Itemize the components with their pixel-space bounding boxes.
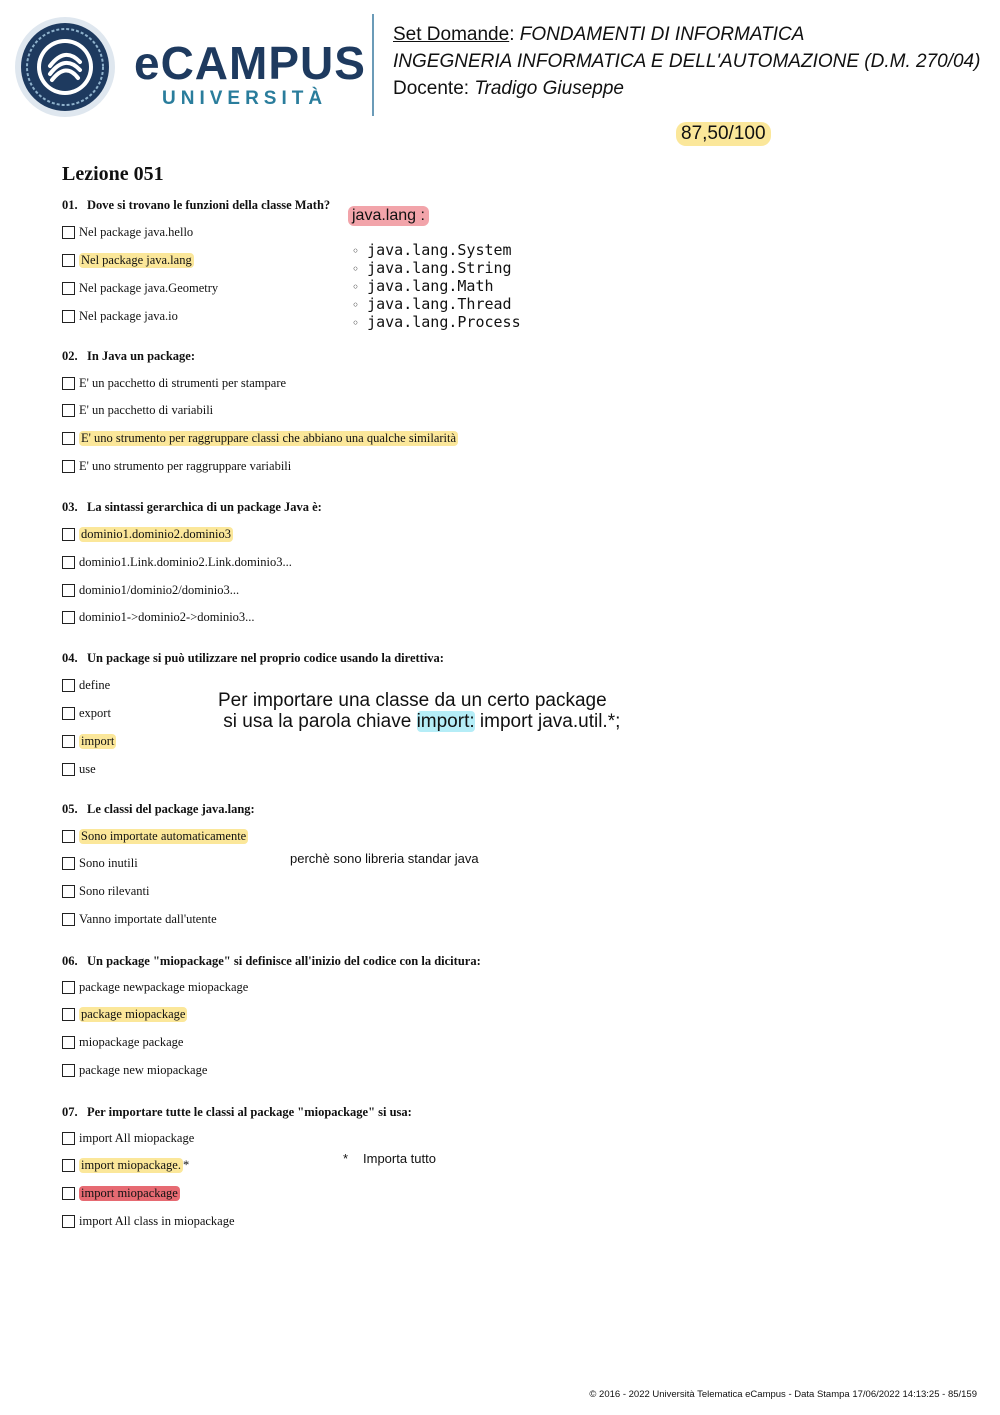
checkbox[interactable] (62, 707, 75, 720)
answer-option[interactable]: Nel package java.hello (62, 224, 193, 240)
university-seal-logo (14, 16, 116, 118)
highlighted-answer: Sono importate automaticamente (81, 828, 247, 843)
java-lang-class-list (352, 242, 521, 332)
code-list-item: ◦ java.lang.Thread (352, 296, 521, 314)
checkbox[interactable] (62, 584, 75, 597)
answer-option[interactable]: miopackage package (62, 1034, 183, 1050)
answer-option[interactable]: package new miopackage (62, 1062, 207, 1078)
code-list-item: ◦ java.lang.System (352, 242, 521, 260)
answer-option[interactable] (62, 1157, 189, 1173)
import-keyword-highlight: import: (416, 711, 475, 732)
checkbox[interactable] (62, 1187, 75, 1200)
answer-option[interactable] (62, 828, 248, 844)
page-footer: © 2016 - 2022 Università Telematica eCampus - Data Stampa 17/06/2022 14:13:25 - 85/159 (589, 1389, 977, 1400)
checkbox[interactable] (62, 611, 75, 624)
answer-option[interactable]: Vanno importate dall'utente (62, 911, 217, 927)
answer-option[interactable] (62, 1006, 187, 1022)
score-badge: 87,50/100 (676, 122, 771, 146)
checkbox[interactable] (62, 377, 75, 390)
checkbox[interactable] (62, 556, 75, 569)
answer-option[interactable]: use (62, 761, 96, 777)
note-import-all: Importa tutto (363, 1151, 436, 1166)
answer-option[interactable]: dominio1->dominio2->dominio3... (62, 609, 255, 625)
code-list-item: ◦ java.lang.String (352, 260, 521, 278)
checkbox[interactable] (62, 310, 75, 323)
checkbox[interactable] (62, 432, 75, 445)
header-divider (372, 14, 374, 116)
code-list-item: ◦ java.lang.Math (352, 278, 521, 296)
checkbox[interactable] (62, 460, 75, 473)
checkbox[interactable] (62, 226, 75, 239)
checkbox[interactable] (62, 1215, 75, 1228)
option-suffix: * (182, 1157, 190, 1172)
question-title: 01. Dove si trovano le funzioni della classe Math? (62, 198, 331, 212)
checkbox[interactable] (62, 981, 75, 994)
highlighted-answer: Nel package java.lang (81, 252, 192, 267)
answer-option[interactable] (62, 733, 116, 749)
checkbox[interactable] (62, 1036, 75, 1049)
set-label: Set Domande (393, 24, 510, 45)
question-title: 04. Un package si può utilizzare nel proprio codice usando la direttiva: (62, 651, 444, 665)
answer-option[interactable]: define (62, 677, 110, 693)
header-course-line: Set Domande: FONDAMENTI DI INFORMATICA (393, 24, 805, 45)
checkbox[interactable] (62, 1064, 75, 1077)
note-import (218, 690, 620, 732)
answer-option[interactable]: import All miopackage (62, 1130, 194, 1146)
brand-subtitle: UNIVERSITÀ (162, 88, 328, 109)
wrong-answer-highlight: import miopackage (81, 1185, 178, 1200)
question-title: 02. In Java un package: (62, 349, 196, 363)
answer-option[interactable]: E' un pacchetto di variabili (62, 402, 213, 418)
note-star-symbol: * (343, 1151, 349, 1166)
answer-option[interactable]: Nel package java.io (62, 308, 178, 324)
checkbox[interactable] (62, 735, 75, 748)
checkbox[interactable] (62, 1132, 75, 1145)
checkbox[interactable] (62, 857, 75, 870)
checkbox[interactable] (62, 254, 75, 267)
checkbox[interactable] (62, 830, 75, 843)
answer-option[interactable]: dominio1/dominio2/dominio3... (62, 582, 239, 598)
highlighted-answer: import miopackage. (81, 1157, 181, 1172)
question-title: 05. Le classi del package java.lang: (62, 802, 255, 816)
degree-name: INGEGNERIA INFORMATICA E DELL'AUTOMAZIONE (D.M. 270/04) (393, 51, 981, 72)
note-standard-library: perchè sono libreria standar java (290, 851, 479, 866)
answer-option[interactable]: package newpackage miopackage (62, 979, 248, 995)
answer-option[interactable]: E' uno strumento per raggruppare variabili (62, 458, 291, 474)
answer-option[interactable] (62, 430, 458, 446)
checkbox[interactable] (62, 528, 75, 541)
answer-option[interactable]: export (62, 705, 111, 721)
checkbox[interactable] (62, 404, 75, 417)
brand-name: eCAMPUS (134, 37, 366, 89)
highlighted-answer: package miopackage (81, 1006, 186, 1021)
answer-option[interactable] (62, 252, 194, 268)
header-degree-line (393, 51, 980, 73)
answer-option[interactable]: dominio1.Link.dominio2.Link.dominio3... (62, 554, 292, 570)
checkbox[interactable] (62, 679, 75, 692)
question-title: 07. Per importare tutte le classi al package "miopackage" si usa: (62, 1105, 412, 1119)
teacher-label: Docente (393, 78, 464, 99)
header-teacher-line: Docente: Tradigo Giuseppe (393, 78, 624, 99)
answer-option[interactable] (62, 1185, 180, 1201)
note-import-line1: Per importare una classe da un certo package (218, 690, 607, 711)
answer-option[interactable]: Sono rilevanti (62, 883, 149, 899)
answer-option[interactable]: Nel package java.Geometry (62, 280, 218, 296)
checkbox[interactable] (62, 1159, 75, 1172)
note-import-line2: si usa la parola chiave import: import java.util.*; (223, 711, 621, 732)
highlighted-answer: E' uno strumento per raggruppare classi che abbiano una qualche similarità (81, 430, 457, 445)
question-title: 03. La sintassi gerarchica di un package Java è: (62, 500, 322, 514)
highlighted-answer: dominio1.dominio2.dominio3 (81, 526, 232, 541)
teacher-name: Tradigo Giuseppe (474, 78, 624, 99)
question-title: 06. Un package "miopackage" si definisce all'inizio del codice con la dicitura: (62, 954, 481, 968)
highlighted-answer: import (81, 733, 115, 748)
checkbox[interactable] (62, 913, 75, 926)
code-list-item: ◦ java.lang.Process (352, 314, 521, 332)
checkbox[interactable] (62, 282, 75, 295)
answer-option[interactable]: Sono inutili (62, 855, 138, 871)
answer-option[interactable]: E' un pacchetto di strumenti per stampare (62, 375, 286, 391)
note-java-lang: java.lang : (348, 206, 429, 226)
lesson-title: Lezione 051 (62, 163, 164, 185)
checkbox[interactable] (62, 763, 75, 776)
answer-option[interactable] (62, 526, 233, 542)
checkbox[interactable] (62, 885, 75, 898)
course-name: FONDAMENTI DI INFORMATICA (519, 24, 805, 45)
answer-option[interactable]: import All class in miopackage (62, 1213, 235, 1229)
checkbox[interactable] (62, 1008, 75, 1021)
